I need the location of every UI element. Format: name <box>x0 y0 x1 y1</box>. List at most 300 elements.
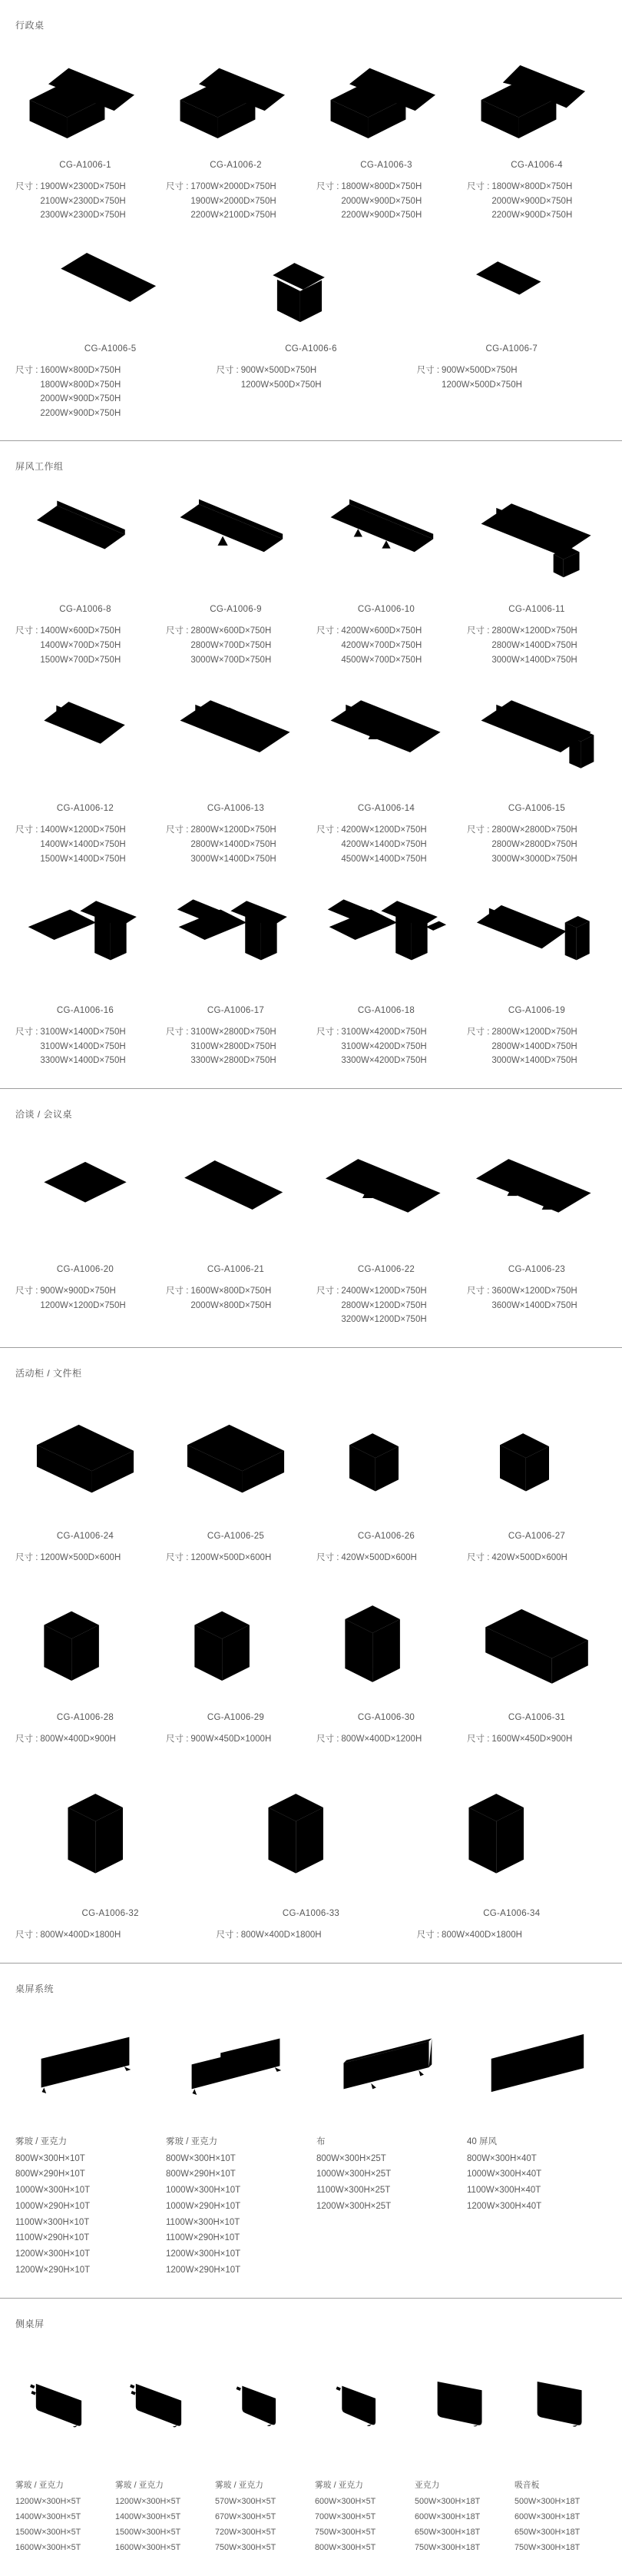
product-code: CG-A1006-11 <box>508 605 565 615</box>
spec-line: 1500W×300H×5T <box>115 2528 181 2538</box>
spec-line: 1200W×300H×10T <box>15 2249 91 2259</box>
product-drawing <box>15 491 155 596</box>
screen-drawing <box>166 2013 306 2126</box>
dimensions-lines <box>241 363 322 392</box>
dimension-line: 4200W×700D×750H <box>341 641 422 650</box>
product-dimensions <box>15 1928 205 1943</box>
dimension-line: 420W×500D×600H <box>491 1552 567 1562</box>
spec-line: 1000W×290H×10T <box>15 2201 91 2211</box>
spec-line: 1000W×300H×25T <box>316 2169 392 2179</box>
product-item <box>467 491 607 667</box>
exec-desk-dark-icon <box>325 50 448 151</box>
dimensions-label: 尺寸 : <box>467 1027 490 1037</box>
spec-line: 500W×300H×18T <box>415 2497 481 2507</box>
product-drawing <box>166 685 306 795</box>
desk-small-icon <box>450 241 573 335</box>
spec-line: 1600W×300H×5T <box>15 2543 81 2553</box>
product-drawing <box>15 1398 155 1522</box>
product-code: CG-A1006-24 <box>56 1531 114 1541</box>
credenza-icon <box>24 1398 147 1522</box>
exec-desk-icon <box>174 50 297 151</box>
dimension-line: 4500W×700D×750H <box>341 655 422 665</box>
spec-line: 500W×300H×18T <box>514 2497 581 2507</box>
product-code: CG-A1006-2 <box>210 161 262 170</box>
dimension-line: 1400W×700D×750H <box>40 641 121 650</box>
side-screen-small-icon <box>215 2349 307 2470</box>
product-code: CG-A1006-25 <box>207 1531 265 1541</box>
dimension-line: 1800W×800D×750H <box>341 182 422 191</box>
dimension-line: 900W×500D×750H <box>442 365 518 375</box>
product-item <box>166 491 306 667</box>
product-dimensions <box>417 363 607 392</box>
product-item <box>15 1764 205 1943</box>
bench-f2f-2-icon <box>174 685 297 795</box>
product-code: CG-A1006-23 <box>508 1265 566 1274</box>
dimension-line: 1700W×2000D×750H <box>190 182 276 191</box>
product-item <box>166 1398 306 1565</box>
product-drawing <box>467 1139 607 1256</box>
product-drawing <box>15 885 155 997</box>
product-item <box>216 1764 405 1943</box>
product-dimensions <box>216 1928 405 1943</box>
product-drawing <box>15 241 205 335</box>
screen-item <box>166 2013 306 2279</box>
product-code: CG-A1006-33 <box>282 1909 340 1919</box>
product-drawing <box>417 1764 607 1900</box>
product-item <box>467 1398 607 1565</box>
product-drawing <box>467 885 607 997</box>
dimensions-label: 尺寸 : <box>316 825 339 835</box>
product-drawing <box>316 685 456 795</box>
desk-icon <box>49 241 172 335</box>
side-screen-acoustic-icon <box>514 2349 607 2470</box>
screen-item <box>15 2013 155 2279</box>
product-drawing <box>166 1398 306 1522</box>
spec-line: 1000W×290H×10T <box>166 2201 241 2211</box>
spec-line: 1100W×300H×40T <box>467 2186 541 2196</box>
dimension-line: 800W×400D×900H <box>40 1734 116 1744</box>
product-item <box>166 685 306 866</box>
section-rows <box>15 2013 607 2279</box>
dimension-line: 800W×400D×1800H <box>240 1930 322 1940</box>
product-dimensions <box>15 624 155 667</box>
screen-drawing <box>415 2349 507 2470</box>
dimension-line: 3100W×1400D×750H <box>40 1041 126 1051</box>
screen-fabric-icon <box>325 2013 448 2126</box>
spec-line: 1200W×300H×40T <box>467 2201 542 2211</box>
dimension-line: 2800W×2800D×750H <box>491 839 577 849</box>
catalog-row <box>15 685 607 866</box>
section-rows <box>15 50 607 420</box>
dimensions-label: 尺寸 : <box>166 825 189 835</box>
screen-item <box>215 2349 307 2556</box>
screen-material: 雾玻 / 亚克力 <box>215 2481 263 2491</box>
dimension-line: 2200W×2100D×750H <box>190 211 276 221</box>
spec-line: 600W×300H×18T <box>514 2512 581 2522</box>
dimension-line: 4200W×600D×750H <box>341 626 422 636</box>
spec-line: 1400W×300H×5T <box>115 2512 181 2522</box>
product-code: CG-A1006-34 <box>483 1909 541 1919</box>
product-item <box>467 1584 607 1747</box>
spec-line: 1000W×300H×10T <box>15 2186 91 2196</box>
product-code: CG-A1006-8 <box>59 605 111 615</box>
table-rect-icon <box>174 1139 297 1256</box>
pedestal3-icon <box>475 1398 598 1522</box>
section-title: 活动柜 / 文件柜 <box>15 1367 82 1379</box>
screen-item <box>467 2013 607 2279</box>
dimensions-label: 尺寸 : <box>316 626 339 636</box>
spec-line: 1200W×290H×10T <box>15 2265 91 2275</box>
dimension-line: 1200W×500D×600H <box>190 1552 272 1562</box>
product-dimensions <box>216 363 405 392</box>
spec-line: 1100W×290H×10T <box>15 2233 90 2243</box>
spec-line: 750W×300H×5T <box>215 2543 276 2553</box>
screen-drawing <box>115 2349 207 2470</box>
bench-f2f-1-icon <box>24 685 147 795</box>
product-item <box>15 50 155 223</box>
product-dimensions <box>166 1732 306 1747</box>
dimensions-lines <box>341 624 422 667</box>
dimension-line: 800W×400D×1800H <box>40 1930 121 1940</box>
product-item <box>316 1398 456 1565</box>
product-dimensions <box>166 180 306 223</box>
screen-item <box>115 2349 207 2556</box>
product-dimensions <box>316 624 456 667</box>
product-item <box>467 685 607 866</box>
product-dimensions <box>467 180 607 223</box>
spec-line: 1100W×300H×25T <box>316 2186 391 2196</box>
catalog-section <box>0 2298 622 2576</box>
product-code: CG-A1006-13 <box>207 804 265 814</box>
dimensions-label: 尺寸 : <box>216 1930 239 1940</box>
cabinet-low2-icon <box>174 1584 297 1704</box>
dimensions-lines <box>341 1284 426 1327</box>
dimensions-lines <box>341 180 422 223</box>
dimension-line: 2200W×900D×750H <box>341 211 422 221</box>
product-dimensions <box>467 1284 607 1313</box>
product-drawing <box>15 685 155 795</box>
dimensions-label: 尺寸 : <box>316 1734 339 1744</box>
screen-slat-icon <box>475 2013 598 2126</box>
catalog-section <box>0 440 622 1088</box>
product-item <box>15 885 155 1068</box>
product-item <box>467 885 607 1068</box>
dimension-line: 2400W×1200D×750H <box>341 1286 427 1296</box>
screen-item <box>315 2349 407 2556</box>
spec-line: 1200W×300H×5T <box>15 2497 81 2507</box>
spec-line: 1200W×300H×10T <box>166 2249 241 2259</box>
section-rows <box>15 1398 607 1943</box>
product-item <box>316 1584 456 1747</box>
dimensions-lines <box>190 180 276 223</box>
product-dimensions <box>417 1928 607 1943</box>
dimension-line: 2800W×1200D×750H <box>341 1300 427 1310</box>
cabinet-mid-icon <box>325 1584 448 1704</box>
catalog-row <box>15 50 607 223</box>
dimensions-label: 尺寸 : <box>166 182 189 191</box>
product-dimensions <box>467 1025 607 1068</box>
product-dimensions <box>15 363 205 421</box>
screen-specs <box>15 2151 155 2279</box>
product-drawing <box>467 685 607 795</box>
product-drawing <box>316 50 456 151</box>
screen-notch-icon <box>174 2013 297 2126</box>
dimension-line: 2000W×900D×750H <box>491 196 573 206</box>
dimensions-label: 尺寸 : <box>316 1027 339 1037</box>
product-drawing <box>15 1584 155 1704</box>
dimensions-lines <box>442 1928 522 1943</box>
table-long3-icon <box>475 1139 598 1256</box>
dimension-line: 2800W×1200D×750H <box>190 825 276 835</box>
dimensions-lines <box>491 180 572 223</box>
dimensions-lines <box>40 180 125 223</box>
spec-line: 1600W×300H×5T <box>115 2543 181 2553</box>
product-code: CG-A1006-7 <box>485 344 538 354</box>
dimension-line: 2800W×2800D×750H <box>491 825 577 835</box>
dimension-line: 1400W×600D×750H <box>40 626 121 636</box>
screen-drawing <box>467 2013 607 2126</box>
product-code: CG-A1006-22 <box>357 1265 415 1274</box>
dimension-line: 2800W×1200D×750H <box>491 626 577 636</box>
product-dimensions <box>316 180 456 223</box>
screen-specs <box>514 2495 607 2556</box>
dimensions-label: 尺寸 : <box>166 626 189 636</box>
dimensions-label: 尺寸 : <box>467 1286 490 1296</box>
product-code: CG-A1006-26 <box>357 1531 415 1541</box>
dimension-line: 3000W×1400D×750H <box>491 1056 577 1066</box>
spec-line: 600W×300H×18T <box>415 2512 481 2522</box>
product-dimensions <box>15 1551 155 1565</box>
dimension-line: 900W×500D×750H <box>240 365 317 375</box>
dimensions-lines <box>491 1551 567 1565</box>
dimensions-lines <box>491 1025 577 1068</box>
product-dimensions <box>15 1284 155 1313</box>
dimension-line: 800W×400D×1800H <box>442 1930 522 1940</box>
dimension-line: 3000W×3000D×750H <box>491 854 577 864</box>
product-item <box>216 241 405 421</box>
section-rows <box>15 491 607 1068</box>
dimensions-label: 尺寸 : <box>467 1552 490 1562</box>
spec-line: 1400W×300H×5T <box>15 2512 81 2522</box>
product-code: CG-A1006-19 <box>508 1006 566 1016</box>
product-code: CG-A1006-28 <box>56 1712 114 1722</box>
dimensions-lines <box>40 1284 125 1313</box>
product-item <box>166 50 306 223</box>
catalog-section <box>0 1963 622 2299</box>
dimension-line: 2800W×700D×750H <box>190 641 272 650</box>
product-item <box>467 50 607 223</box>
section-rows <box>15 1139 607 1327</box>
section-title: 屏风工作组 <box>15 461 64 473</box>
dimensions-lines <box>40 1025 125 1068</box>
l-group-6-icon <box>325 885 448 997</box>
dimensions-lines <box>190 1551 271 1565</box>
cabinet-tall-icon <box>250 1764 372 1900</box>
spec-line: 800W×290H×10T <box>166 2169 236 2179</box>
product-item <box>15 241 205 421</box>
dimensions-label: 尺寸 : <box>316 1552 339 1562</box>
spec-line: 800W×300H×10T <box>166 2153 236 2163</box>
catalog-row <box>15 885 607 1068</box>
dimension-line: 4200W×1400D×750H <box>341 839 427 849</box>
catalog-section <box>0 1347 622 1963</box>
product-dimensions <box>166 1551 306 1565</box>
dimension-line: 4200W×1200D×750H <box>341 825 427 835</box>
product-drawing <box>316 1398 456 1522</box>
screen-drawing <box>315 2349 407 2470</box>
dimensions-label: 尺寸 : <box>15 1552 38 1562</box>
product-code: CG-A1006-27 <box>508 1531 566 1541</box>
product-drawing <box>467 50 607 151</box>
spec-line: 650W×300H×18T <box>514 2528 581 2538</box>
screen-drawing <box>514 2349 607 2470</box>
exec-desk-icon <box>24 50 147 151</box>
screen-item <box>514 2349 607 2556</box>
dimension-line: 1600W×800D×750H <box>190 1286 272 1296</box>
dimension-line: 3300W×2800D×750H <box>190 1056 276 1066</box>
spec-line: 750W×300H×5T <box>315 2528 376 2538</box>
product-code: CG-A1006-31 <box>508 1712 566 1722</box>
dimension-line: 1400W×1200D×750H <box>40 825 126 835</box>
screen-material: 雾玻 / 亚克力 <box>15 2481 64 2491</box>
dimensions-label: 尺寸 : <box>316 1286 339 1296</box>
dimension-line: 3000W×1400D×750H <box>190 854 276 864</box>
product-code: CG-A1006-30 <box>357 1712 415 1722</box>
product-item <box>15 1139 155 1327</box>
dimensions-label: 尺寸 : <box>467 1734 490 1744</box>
dimension-line: 900W×450D×1000H <box>190 1734 272 1744</box>
dimension-line: 1400W×1400D×750H <box>40 839 126 849</box>
cabinet-tall-icon <box>49 1764 172 1900</box>
dimensions-label: 尺寸 : <box>166 1734 189 1744</box>
product-dimensions <box>467 624 607 667</box>
dimensions-lines <box>341 1025 426 1068</box>
bench-f2f-3-icon <box>325 685 448 795</box>
product-item <box>166 1139 306 1327</box>
product-drawing <box>417 241 607 335</box>
product-item <box>15 685 155 866</box>
dimension-line: 3300W×4200D×750H <box>341 1056 427 1066</box>
screen-material: 雾玻 / 亚克力 <box>315 2481 363 2491</box>
catalog-row <box>15 2349 607 2556</box>
screen-material: 布 <box>316 2136 326 2146</box>
side-screen-rod-icon <box>415 2349 507 2470</box>
product-drawing <box>467 1398 607 1522</box>
dimensions-label: 尺寸 : <box>416 1930 440 1940</box>
catalog-row <box>15 491 607 667</box>
dimensions-lines <box>40 363 121 421</box>
product-item <box>417 241 607 421</box>
dimensions-label: 尺寸 : <box>15 1734 38 1744</box>
dimension-line: 3100W×2800D×750H <box>190 1027 276 1037</box>
l-group-2-icon <box>24 885 147 997</box>
dimension-line: 1900W×2000D×750H <box>190 196 276 206</box>
dimension-line: 2000W×900D×750H <box>341 196 422 206</box>
pedestal-tall-icon <box>250 241 372 335</box>
product-code: CG-A1006-10 <box>357 605 415 615</box>
dimension-line: 3000W×1400D×750H <box>491 655 577 665</box>
dimension-line: 1200W×500D×750H <box>442 380 522 390</box>
dimension-line: 1500W×1400D×750H <box>40 854 126 864</box>
product-item <box>15 491 155 667</box>
side-screen-icon <box>15 2349 108 2470</box>
product-dimensions <box>316 1284 456 1327</box>
dimensions-lines <box>40 1928 121 1943</box>
dimension-line: 3600W×1200D×750H <box>491 1286 577 1296</box>
product-dimensions <box>467 1732 607 1747</box>
exec-desk-l-icon <box>475 50 598 151</box>
product-code: CG-A1006-16 <box>56 1006 114 1016</box>
product-dimensions <box>316 1551 456 1565</box>
product-code: CG-A1006-32 <box>81 1909 139 1919</box>
dimensions-label: 尺寸 : <box>15 1286 38 1296</box>
dimension-line: 2300W×2300D×750H <box>40 211 126 221</box>
product-drawing <box>316 885 456 997</box>
cabinet-open-icon <box>450 1764 573 1900</box>
dimension-line: 2800W×1200D×750H <box>491 1027 577 1037</box>
dimension-line: 3600W×1400D×750H <box>491 1300 577 1310</box>
catalog-section <box>0 1088 622 1347</box>
product-item <box>15 1398 155 1565</box>
dimension-line: 3300W×1400D×750H <box>40 1056 126 1066</box>
table-square-icon <box>24 1139 147 1256</box>
spec-line: 800W×290H×10T <box>15 2169 85 2179</box>
cluster-4-icon <box>475 685 598 795</box>
screen-specs <box>415 2495 507 2556</box>
product-code: CG-A1006-20 <box>56 1265 114 1274</box>
product-item <box>316 491 456 667</box>
dimensions-label: 尺寸 : <box>166 1027 189 1037</box>
screen-specs <box>166 2151 306 2279</box>
spec-line: 670W×300H×5T <box>215 2512 276 2522</box>
dimension-line: 3100W×4200D×750H <box>341 1027 427 1037</box>
spec-line: 1000W×300H×10T <box>166 2186 241 2196</box>
product-dimensions <box>15 1732 155 1747</box>
spec-line: 1500W×300H×5T <box>15 2528 81 2538</box>
dimension-line: 2200W×900D×750H <box>40 408 121 418</box>
product-drawing <box>166 885 306 997</box>
bench-3-icon <box>325 491 448 596</box>
catalog-row <box>15 2013 607 2279</box>
product-drawing <box>316 1139 456 1256</box>
dimensions-label: 尺寸 : <box>166 1552 189 1562</box>
product-item <box>417 1764 607 1943</box>
product-dimensions <box>316 1025 456 1068</box>
dimensions-label: 尺寸 : <box>316 182 339 191</box>
spec-line: 800W×300H×5T <box>315 2543 376 2553</box>
product-dimensions <box>316 1732 456 1747</box>
dimension-line: 2800W×1400D×750H <box>491 1041 577 1051</box>
spec-line: 1000W×300H×40T <box>467 2169 542 2179</box>
catalog-section <box>0 0 622 440</box>
spec-line: 600W×300H×5T <box>315 2497 376 2507</box>
dimension-line: 1800W×800D×750H <box>40 380 121 390</box>
product-item <box>316 50 456 223</box>
catalog-row <box>15 1139 607 1327</box>
section-title: 侧桌屏 <box>15 2319 45 2330</box>
catalog-row <box>15 1584 607 1747</box>
section-rows <box>15 2349 607 2556</box>
dimension-line: 3100W×2800D×750H <box>190 1041 276 1051</box>
spec-line: 570W×300H×5T <box>215 2497 276 2507</box>
screen-material: 雾玻 / 亚克力 <box>115 2481 164 2491</box>
product-code: CG-A1006-1 <box>59 161 111 170</box>
spec-line: 1200W×300H×25T <box>316 2201 392 2211</box>
product-drawing <box>467 491 607 596</box>
spec-line: 700W×300H×5T <box>315 2512 376 2522</box>
product-code: CG-A1006-9 <box>210 605 262 615</box>
spec-line: 1100W×300H×10T <box>166 2217 240 2227</box>
